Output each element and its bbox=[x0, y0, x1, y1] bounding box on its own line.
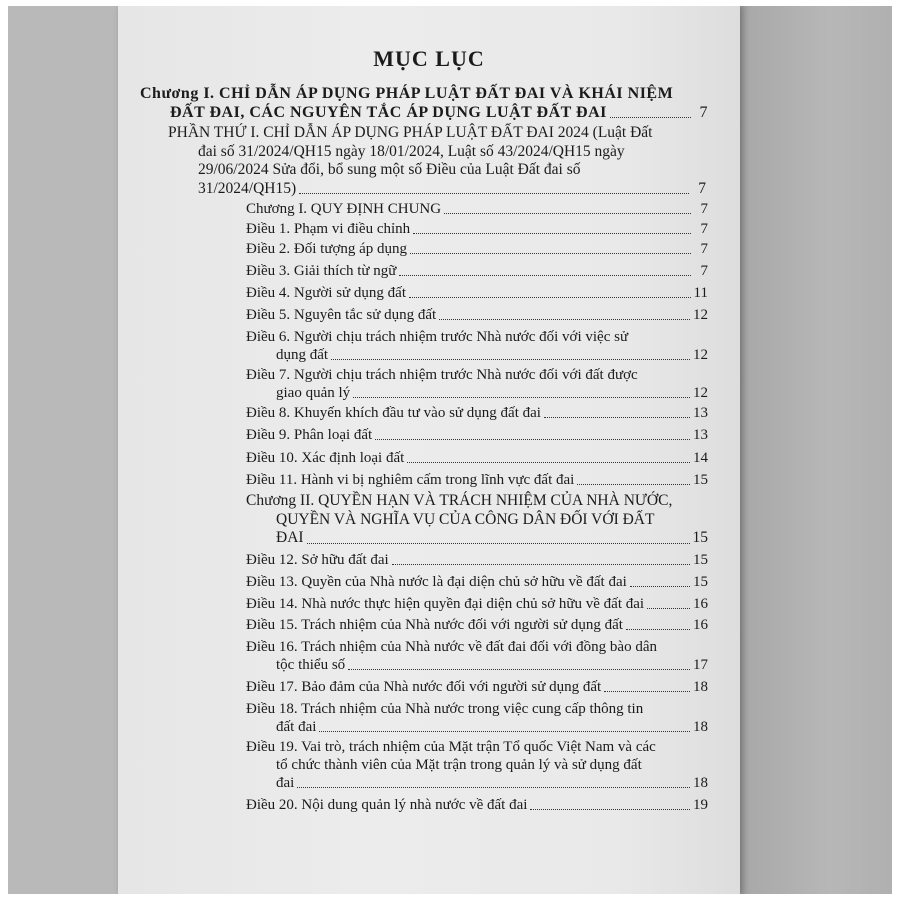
toc-page-number: 18 bbox=[693, 679, 708, 695]
dot-leader bbox=[410, 253, 691, 254]
toc-entry-text: Điều 10. Xác định loại đất bbox=[246, 450, 405, 466]
toc-entry-text: Điều 12. Sở hữu đất đai bbox=[246, 552, 389, 568]
toc-entry-text: Điều 13. Quyền của Nhà nước là đại diện chủ sở hữu về đất đai bbox=[246, 574, 627, 590]
toc-page-number: 18 bbox=[693, 719, 708, 735]
dot-leader bbox=[331, 359, 690, 360]
toc-entry bbox=[246, 449, 708, 467]
book-photo bbox=[8, 6, 892, 894]
page-title: MỤC LỤC bbox=[373, 46, 485, 71]
toc-entry-text: Điều 7. Người chịu trách nhiệm trước Nhà nước đối với đất được bbox=[246, 367, 638, 383]
toc-page-number: 7 bbox=[699, 104, 708, 121]
toc-page-number: 17 bbox=[693, 657, 708, 673]
dot-leader bbox=[439, 319, 690, 320]
dot-leader bbox=[444, 213, 691, 214]
toc-entry-text: Điều 8. Khuyến khích đầu tư vào sử dụng đất đai bbox=[246, 405, 541, 421]
toc-entry-text: Điều 17. Bảo đảm của Nhà nước đối với người sử dụng đất bbox=[246, 679, 602, 695]
toc-page-number: 13 bbox=[693, 405, 708, 421]
toc-page-number: 18 bbox=[693, 775, 708, 791]
toc-entry-text: Điều 2. Đối tượng áp dụng bbox=[246, 241, 408, 257]
dot-leader bbox=[630, 586, 690, 587]
dot-leader bbox=[413, 233, 691, 234]
toc-entry bbox=[246, 678, 708, 696]
dot-leader bbox=[392, 564, 690, 565]
toc-page-number: 16 bbox=[693, 617, 708, 633]
toc-page-number: 15 bbox=[693, 552, 708, 568]
toc-entry bbox=[246, 638, 708, 674]
toc-entry bbox=[246, 426, 708, 444]
toc-entry-text: Chương I. QUY ĐỊNH CHUNG bbox=[246, 201, 442, 217]
toc-entry bbox=[168, 124, 706, 198]
toc-page-number: 7 bbox=[700, 221, 708, 237]
dot-leader bbox=[353, 397, 690, 398]
toc-entry-text: Điều 3. Giải thích từ ngữ bbox=[246, 263, 397, 279]
toc-entry bbox=[140, 84, 708, 122]
toc-entry bbox=[246, 738, 708, 792]
dot-leader bbox=[299, 193, 689, 194]
toc-entry bbox=[246, 471, 708, 489]
toc-page-number: 19 bbox=[693, 797, 708, 813]
dot-leader bbox=[577, 484, 690, 485]
dot-leader bbox=[604, 691, 690, 692]
dot-leader bbox=[297, 787, 690, 788]
toc-entry-text: ĐẤT ĐAI, CÁC NGUYÊN TẮC ÁP DỤNG LUẬT ĐẤT ĐAI bbox=[170, 104, 607, 121]
toc-entry-text: Chương I. CHỈ DẪN ÁP DỤNG PHÁP LUẬT ĐẤT ĐAI VÀ KHÁI NIỆM bbox=[140, 85, 674, 102]
toc-entry-text: Điều 1. Phạm vi điều chỉnh bbox=[246, 221, 411, 237]
dot-leader bbox=[407, 462, 690, 463]
toc-page-number: 15 bbox=[693, 574, 708, 590]
toc-entry bbox=[246, 616, 708, 634]
toc-page-number: 7 bbox=[698, 179, 706, 197]
toc-page bbox=[118, 6, 740, 894]
toc-entry bbox=[246, 796, 708, 814]
toc-page-number: 12 bbox=[693, 385, 708, 401]
toc-page-number: 11 bbox=[693, 285, 708, 301]
toc-entry bbox=[246, 262, 708, 280]
dot-leader bbox=[626, 629, 690, 630]
toc-entry bbox=[246, 551, 708, 569]
toc-page-number: 15 bbox=[692, 529, 708, 546]
toc-entry-text: tổ chức thành viên của Mặt trận trong quản lý và sử dụng đất bbox=[276, 757, 642, 773]
underlying-page bbox=[734, 6, 892, 894]
toc-entry-text: tộc thiểu số bbox=[276, 657, 346, 673]
toc-page-number: 12 bbox=[693, 307, 708, 323]
dot-leader bbox=[319, 731, 690, 732]
toc-entry bbox=[246, 595, 708, 613]
dot-leader bbox=[307, 543, 690, 544]
dot-leader bbox=[399, 275, 691, 276]
toc-entry-text: đất đai bbox=[276, 719, 317, 735]
toc-entry bbox=[246, 200, 708, 218]
toc-page-number: 7 bbox=[700, 263, 708, 279]
toc-entry-text: Điều 15. Trách nhiệm của Nhà nước đối với người sử dụng đất bbox=[246, 617, 623, 633]
toc-page-number: 7 bbox=[700, 241, 708, 257]
toc-entry bbox=[246, 700, 708, 736]
toc-entry bbox=[246, 328, 708, 364]
toc-entry-text: ĐAI bbox=[276, 529, 304, 546]
dot-leader bbox=[530, 809, 690, 810]
toc-entry bbox=[246, 573, 708, 591]
toc-entry-text: Điều 6. Người chịu trách nhiệm trước Nhà nước đối với việc sử bbox=[246, 329, 629, 345]
toc-page-number: 16 bbox=[693, 596, 708, 612]
toc-page-number: 7 bbox=[700, 201, 708, 217]
toc-entry-text: Điều 5. Nguyên tắc sử dụng đất bbox=[246, 307, 437, 323]
toc-entry bbox=[246, 492, 708, 548]
toc-entry-text: Điều 4. Người sử dụng đất bbox=[246, 285, 407, 301]
toc-entry-text: QUYỀN VÀ NGHĨA VỤ CỦA CÔNG DÂN ĐỐI VỚI ĐẤT bbox=[276, 510, 655, 528]
dot-leader bbox=[610, 117, 691, 118]
toc-page-number: 12 bbox=[693, 347, 708, 363]
toc-entry bbox=[246, 220, 708, 238]
toc-entry bbox=[246, 284, 708, 302]
toc-entry-text: 31/2024/QH15) bbox=[198, 179, 297, 197]
toc-page-number: 15 bbox=[693, 472, 708, 488]
toc-entry-text: Điều 16. Trách nhiệm của Nhà nước về đất đai đối với đồng bào dân bbox=[246, 639, 657, 655]
toc-entry-text: 29/06/2024 Sửa đổi, bổ sung một số Điều của Luật Đất đai số bbox=[198, 161, 581, 178]
dot-leader bbox=[348, 669, 690, 670]
toc-page-number: 13 bbox=[693, 427, 708, 443]
toc-entry-text: Điều 11. Hành vi bị nghiêm cấm trong lĩnh vực đất đai bbox=[246, 472, 575, 488]
toc-entry bbox=[246, 306, 708, 324]
toc-entry-text: đai số 31/2024/QH15 ngày 18/01/2024, Luật số 43/2024/QH15 ngày bbox=[198, 142, 625, 160]
dot-leader bbox=[375, 439, 690, 440]
toc-entry-text: Điều 19. Vai trò, trách nhiệm của Mặt trận Tổ quốc Việt Nam và các bbox=[246, 739, 656, 755]
toc-page-number: 14 bbox=[693, 450, 708, 466]
toc-entry-text: đai bbox=[276, 775, 295, 791]
toc-entry bbox=[246, 404, 708, 422]
toc-entry-text: giao quản lý bbox=[276, 385, 351, 401]
toc-entry bbox=[246, 366, 708, 402]
toc-entry-text: PHẦN THỨ I. CHỈ DẪN ÁP DỤNG PHÁP LUẬT ĐẤT ĐAI 2024 (Luật Đất bbox=[168, 124, 653, 141]
toc-entry-text: Chương II. QUYỀN HẠN VÀ TRÁCH NHIỆM CỦA NHÀ NƯỚC, bbox=[246, 492, 673, 509]
dot-leader bbox=[544, 417, 690, 418]
toc-entry-text: Điều 18. Trách nhiệm của Nhà nước trong việc cung cấp thông tin bbox=[246, 701, 644, 717]
toc-entry-text: dụng đất bbox=[276, 347, 329, 363]
toc-entry-text: Điều 20. Nội dung quản lý nhà nước về đất đai bbox=[246, 797, 528, 813]
toc-entry bbox=[246, 240, 708, 258]
dot-leader bbox=[409, 297, 691, 298]
toc-entry-text: Điều 9. Phân loại đất bbox=[246, 427, 373, 443]
toc-entry-text: Điều 14. Nhà nước thực hiện quyền đại diện chủ sở hữu về đất đai bbox=[246, 596, 645, 612]
dot-leader bbox=[647, 608, 690, 609]
